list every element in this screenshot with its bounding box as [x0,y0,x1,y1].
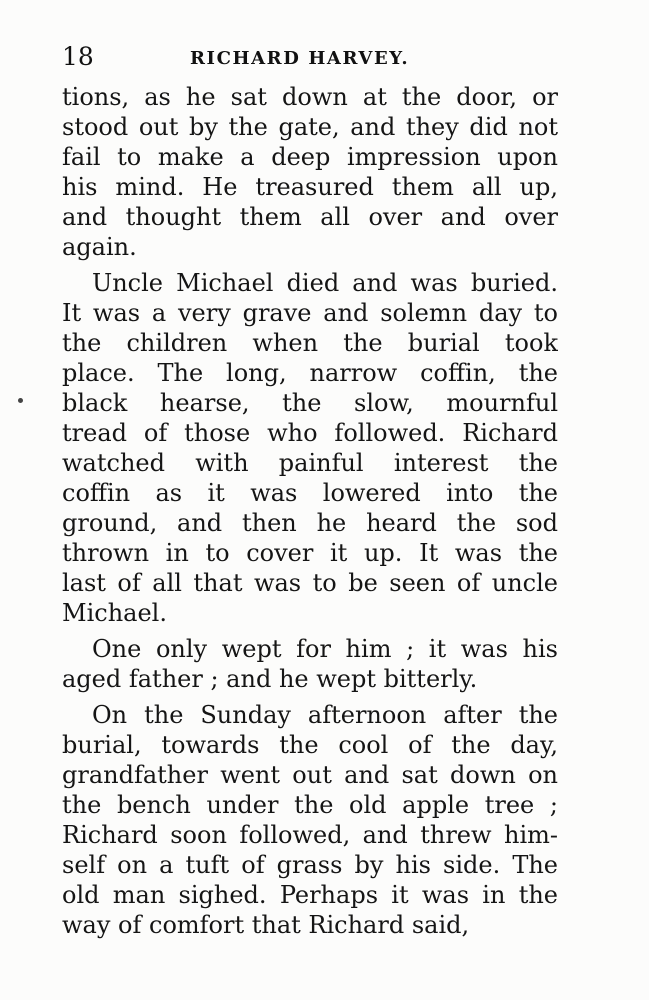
text-line: ground, and then he heard the sod [62,509,558,537]
body-text [62,82,558,940]
text-line: thrown in to cover it up. It was the [62,539,558,567]
paragraph [62,82,558,262]
text-line: fail to make a deep impression upon [62,143,558,171]
page-header [62,40,558,76]
text-line: aged father ; and he wept bitterly. [62,665,478,693]
text-line: self on a tuft of grass by his side. The [62,851,558,879]
text-line: again. [62,233,137,261]
text-line: his mind. He treasured them all up, [62,173,558,201]
text-line: On the Sunday afternoon after the [92,701,558,729]
text-line: burial, towards the cool of the day, [62,731,558,759]
text-line: It was a very grave and solemn day to [62,299,558,327]
text-line: last of all that was to be seen of uncle [62,569,558,597]
text-line: black hearse, the slow, mournful [62,389,558,417]
paragraph [62,700,558,940]
text-line: the children when the burial took [62,329,558,357]
text-line: place. The long, narrow coffin, the [62,359,558,387]
text-line: tread of those who followed. Richard [62,419,558,447]
text-line: way of comfort that Richard said, [62,911,470,939]
paragraph [62,268,558,628]
text-line: Richard soon followed, and threw him- [62,821,558,849]
text-line: grandfather went out and sat down on [62,761,558,789]
paragraph [62,634,558,694]
page-number: 18 [62,42,94,71]
text-line: Uncle Michael died and was buried. [92,269,558,297]
text-line: the bench under the old apple tree ; [62,791,558,819]
text-line: and thought them all over and over [62,203,558,231]
text-line: old man sighed. Perhaps it was in the [62,881,558,909]
text-line: stood out by the gate, and they did not [62,113,558,141]
running-head: RICHARD HARVEY. [190,48,410,69]
print-speck [18,398,23,403]
text-line: Michael. [62,599,167,627]
text-line: watched with painful interest the [62,449,558,477]
text-line: One only wept for him ; it was his [92,635,558,663]
text-line: coffin as it was lowered into the [62,479,558,507]
text-line: tions, as he sat down at the door, or [62,83,558,111]
